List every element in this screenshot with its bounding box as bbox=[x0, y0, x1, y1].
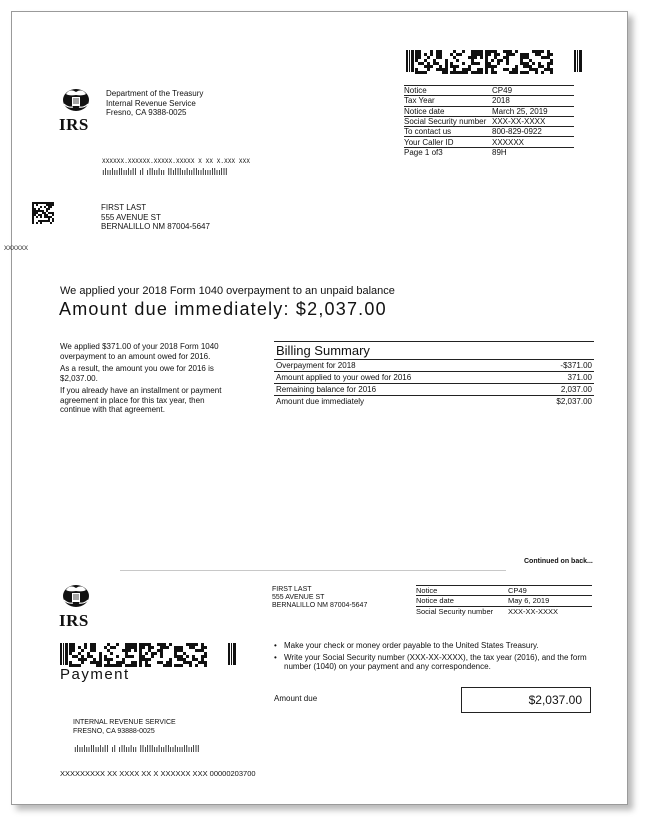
stub-recipient-city: BERNALILLO NM 87004-5647 bbox=[272, 602, 368, 609]
stub-recipient-street: 555 AVENUE ST bbox=[272, 594, 325, 601]
billing-row bbox=[274, 372, 594, 384]
billing-summary-title: Billing Summary bbox=[274, 341, 594, 360]
notice-info-row bbox=[404, 127, 574, 137]
stub-notice-value: XXX-XX-XXXX bbox=[508, 606, 559, 616]
stub-notice-value: May 6, 2019 bbox=[508, 596, 592, 606]
payment-title: Payment bbox=[60, 666, 130, 683]
agency-line-1: Department of the Treasury bbox=[106, 89, 204, 98]
stub-notice-table bbox=[416, 585, 592, 616]
billing-summary bbox=[274, 341, 594, 407]
agency-line-2: Internal Revenue Service bbox=[106, 98, 196, 108]
billing-row bbox=[274, 384, 594, 396]
notice-info-row bbox=[404, 147, 574, 157]
recipient-city: BERNALILLO NM 87004-5647 bbox=[101, 222, 210, 231]
stub-recipient-name: FIRST LAST bbox=[272, 586, 312, 593]
irs-address-line-1: INTERNAL REVENUE SERVICE bbox=[73, 719, 176, 726]
billing-row bbox=[274, 360, 594, 372]
eagle-emblem-icon bbox=[61, 86, 91, 112]
recipient-address bbox=[101, 203, 210, 232]
billing-row-label: Amount applied to your owed for 2016 bbox=[276, 373, 412, 382]
notice-info-row bbox=[404, 106, 574, 116]
headline: We applied your 2018 Form 1040 overpayment to an unpaid balance bbox=[60, 285, 395, 297]
notice-info-row bbox=[404, 137, 574, 147]
notice-info-label: Page 1 of3 bbox=[404, 147, 443, 157]
body-paragraph: As a result, the amount you owe for 2016 is $2,037.00. bbox=[60, 364, 214, 383]
irs-logo-text: IRS bbox=[59, 115, 89, 134]
body-text bbox=[60, 342, 235, 418]
mail-code: XXXXXX.XXXXXX.XXXXX.XXXXX X XX X.XXX XXX bbox=[102, 158, 251, 165]
stub-notice-row bbox=[416, 606, 592, 616]
notice-info-label: Your Caller ID bbox=[404, 137, 492, 147]
payment-instruction-text: Make your check or money order payable to the United States Treasury. bbox=[284, 641, 539, 650]
notice-info-value: March 25, 2019 bbox=[492, 106, 574, 116]
stub-amount-due-box[interactable] bbox=[461, 687, 591, 713]
agency-address bbox=[106, 89, 203, 118]
payment-instruction-item bbox=[274, 653, 594, 672]
stub-notice-label: Notice bbox=[416, 586, 508, 596]
notice-info-label: Tax Year bbox=[404, 96, 492, 106]
billing-row-label: Amount due immediately bbox=[276, 397, 365, 406]
irs-logo bbox=[59, 86, 95, 133]
scanline: XXXXXXXXX XX XXXX XX X XXXXXX XXX 00000203700 bbox=[60, 769, 256, 778]
stub-barcode bbox=[60, 643, 240, 665]
agency-line-3: Fresno, CA 9388-0025 bbox=[106, 108, 187, 117]
postal-barcode: ılıılııllıılıll ıl ıllıılıı llılllıılııllıılıııllıılll bbox=[102, 168, 228, 178]
notice-info-value: 2018 bbox=[492, 96, 574, 106]
notice-info-value: XXX-XX-XXXX bbox=[492, 116, 574, 126]
stub-notice-row bbox=[416, 596, 592, 606]
bullet-icon: • bbox=[274, 641, 277, 650]
notice-info-value: 800-829-0922 bbox=[492, 127, 574, 137]
irs-return-address bbox=[73, 719, 176, 736]
payment-instruction-item bbox=[274, 641, 594, 651]
body-paragraph: If you already have an installment or payment agreement in place for this tax year, then continue with that agreement. bbox=[60, 386, 222, 414]
bullet-icon: • bbox=[274, 652, 277, 662]
stub-notice-value: CP49 bbox=[508, 586, 592, 596]
notice-info-row bbox=[404, 116, 574, 126]
billing-row bbox=[274, 396, 594, 407]
notice-page bbox=[4, 11, 628, 805]
billing-row-value: 2,037.00 bbox=[560, 385, 592, 394]
stub-postal-barcode: ılıılııllıılıll ıl ıllıılıı llılllıılııllıılıııllıılll bbox=[74, 745, 200, 755]
stub-divider bbox=[120, 570, 506, 571]
body-paragraph: We applied $371.00 of your 2018 Form 1040 overpayment to an amount owed for 2016. bbox=[60, 342, 219, 361]
notice-info-label: Notice date bbox=[404, 106, 492, 116]
payment-instruction-text: Write your Social Security number (XXX-XX-XXXX), the tax year (2016), and the form number (1040) on your payment and any correspondence. bbox=[284, 652, 587, 671]
top-barcode bbox=[406, 50, 586, 72]
notice-info-value: 89H bbox=[492, 147, 507, 157]
notice-info-row bbox=[404, 86, 574, 96]
datamatrix-barcode bbox=[32, 202, 54, 224]
billing-row-value: 371.00 bbox=[567, 373, 592, 382]
stub-notice-row bbox=[416, 586, 592, 596]
payment-instructions bbox=[274, 641, 594, 674]
stub-amount-due-label: Amount due bbox=[274, 694, 318, 703]
eagle-emblem-icon bbox=[61, 582, 91, 608]
recipient-street: 555 AVENUE ST bbox=[101, 212, 161, 222]
irs-address-line-2: FRESNO, CA 93888-0025 bbox=[73, 727, 155, 735]
stub-notice-label: Notice date bbox=[416, 596, 508, 606]
stub-irs-logo bbox=[59, 582, 95, 629]
side-code: XXXXXX bbox=[4, 246, 29, 252]
recipient-name: FIRST LAST bbox=[101, 203, 147, 212]
stub-notice-label: Social Security number bbox=[416, 606, 494, 616]
billing-row-value: -$371.00 bbox=[560, 361, 592, 370]
notice-info-label: To contact us bbox=[404, 127, 492, 137]
notice-info-label: Notice bbox=[404, 86, 492, 96]
stub-irs-logo-text: IRS bbox=[59, 611, 89, 630]
amount-due-heading: Amount due immediately: $2,037.00 bbox=[59, 299, 387, 319]
notice-info-value: XXXXXX bbox=[492, 137, 574, 147]
notice-info-table bbox=[404, 85, 574, 157]
notice-info-value: CP49 bbox=[492, 86, 574, 96]
notice-info-label: Social Security number bbox=[404, 116, 492, 126]
billing-row-value: $2,037.00 bbox=[556, 397, 592, 406]
continued-note: Continued on back... bbox=[524, 558, 593, 565]
stub-amount-due-value: $2,037.00 bbox=[528, 693, 582, 707]
stub-recipient-address bbox=[272, 586, 367, 610]
billing-row-label: Remaining balance for 2016 bbox=[276, 385, 377, 394]
billing-row-label: Overpayment for 2018 bbox=[276, 361, 356, 370]
notice-info-row bbox=[404, 96, 574, 106]
